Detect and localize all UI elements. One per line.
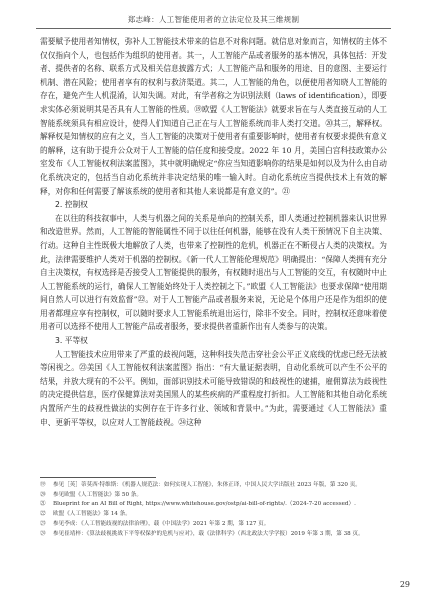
paragraph-right-to-know: 需要赋予使用者知情权，弥补人工智能技术带来的信息不对称问题。就信息对象而言，知情权的主体不仅仅指向个人，也包括作为组织的使用者。其一，人工智能产品或者服务的基本情况，具体包括：开发者、提供者的名称、联系方式及相关信息披露方式；人工智能产品和服务的用途、目的意图、主要运行机制、潜在风险；使用者享有的权利与救济渠道。其二，人工智能的角色，以便使用者知晓人工智能的存在，避免产生人机混淆，认知失调。对此，有学者称之为识别法则（laws of identification），即要求实体必须说明其是否具有人工智能的性质。⑲欧盟《人工智能法》就要求旨在与人类直接互动的人工智能系统须具有相应设计，使得人们知道自己正在与人工智能系统而非人类打交道。⑳其三，解释权。解释权是知情权的应有之义，当人工智能的决策对于使用者有重要影响时，使用者有权要求提供有意义的解释，这有助于提升公众对于人工智能的信任度和接受度。2022 年 10 月，美国白宫科技政策办公室发布《人工智能权利法案蓝图》，其中就明确规定“你应当知道影响你的结果是如何以及为什么由自动化系统决定的，包括当自动化系统并非决定结果的唯一输入时。自动化系统应当提供技术上有效的解释，对你和任何需要了解该系统的使用者和其他人来说都是有意义的”。㉑ (40, 37, 387, 196)
footnote-text: 参见崔靖梓：《算法歧视挑战下平等权保护的危机与应对》，载《法律科学》（西北政法大学学报）2019 年第 3 期，第 38 页。 (53, 530, 364, 537)
footnote-number: ㉑ (40, 501, 46, 508)
footnote (40, 510, 387, 520)
footnote-number: ㉓ (40, 520, 46, 527)
footnote-rule (40, 477, 156, 478)
footnote-number: ㉔ (40, 530, 46, 537)
footnote (40, 481, 387, 491)
paragraph-right-to-control: 在以往的科技叙事中，人类与机器之间的关系是单向的控制关系，即人类通过控制机器来认识世界和改造世界。然而，人工智能的智能属性不同于以往任何机器，能够在没有人类干预情况下自主决策、行动。这种自主性既极大地解放了人类，也带来了控制性的危机，机器正在不断侵占人类的决策权。为此，法律需要维护人类对于机器的控制权。《新一代人工智能伦理规范》明确提出：“保障人类拥有充分自主决策权，有权选择是否接受人工智能提供的服务，有权随时退出与人工智能的交互，有权随时中止人工智能系统的运行，确保人工智能始终处于人类控制之下。”欧盟《人工智能法》也要求保障“使用期间自然人可以进行有效监督”㉒。对于人工智能产品或者服务来说，无论是个体用户还是作为组织的使用者都理应享有控制权，可以随时要求人工智能系统退出运行，除非不安全。同时，控制权还意味着使用者可以选择不使用人工智能产品或者服务，要求提供者重新作出有人类参与的决策。 (40, 213, 387, 332)
footnote-text: Blueprint for an AI Bill of Right, https://www.whitehouse.gov/ostp/ai-bill-of-rights/.（2024-7-20 accessed）. (53, 501, 356, 508)
footnote-number: ㉒ (40, 511, 46, 518)
body-text (40, 35, 387, 429)
section-heading-control: 2. 控制权 (55, 200, 88, 210)
footnote (40, 500, 387, 510)
running-header: 郑志峰：人工智能使用者的立法定位及其三维规制 (127, 15, 300, 24)
footnote-text: 欧盟《人工智能法》第 14 条。 (53, 511, 131, 518)
footnote-text: 参见［英］蒂莫西·特维斯：《机器人规范法：如何实现人工智能》，朱体正译，中国人民大学出版社 2023 年版，第 320 页。 (53, 482, 361, 488)
footnote-text: 参见欧盟《人工智能法》第 50 条。 (53, 491, 142, 498)
footnote-number: ⑲ (40, 482, 46, 488)
paragraph-right-to-equality: 人工智能技术应用带来了严重的歧视问题，这种科技失范击穿社会公平正义底线的忧虑已经无法被等闲视之。㉓美国《人工智能权利法案蓝图》指出：“有大量证据表明，自动化系统可以产生不公平的结果，并放大现有的不公平。例如，面部识别技术可能导致错误的和歧视性的逮捕，雇佣算法为歧视性的决定提供信息，医疗保健算法对美国黑人的某些疾病的严重程度打折扣。人工智能和其他自动化系统内置所产生的歧视性做法的实例存在于许多行业、领域和背景中。”为此，需要通过《人工智能法》重申、更新平等权，以应对人工智能歧视。㉔这种 (40, 349, 387, 427)
footnote (40, 530, 387, 540)
footnotes (40, 481, 387, 539)
footnote (40, 520, 387, 530)
footnote-text: 参见李成：《人工智能歧视的法律治理》，载《中国法学》2021 年第 2 期，第 127 页。 (53, 520, 270, 527)
footnote-number: ⑳ (40, 491, 46, 498)
header-rule (36, 28, 391, 29)
section-heading-equality: 3. 平等权 (55, 336, 88, 346)
footnote (40, 491, 387, 501)
page-number: 29 (399, 580, 410, 589)
